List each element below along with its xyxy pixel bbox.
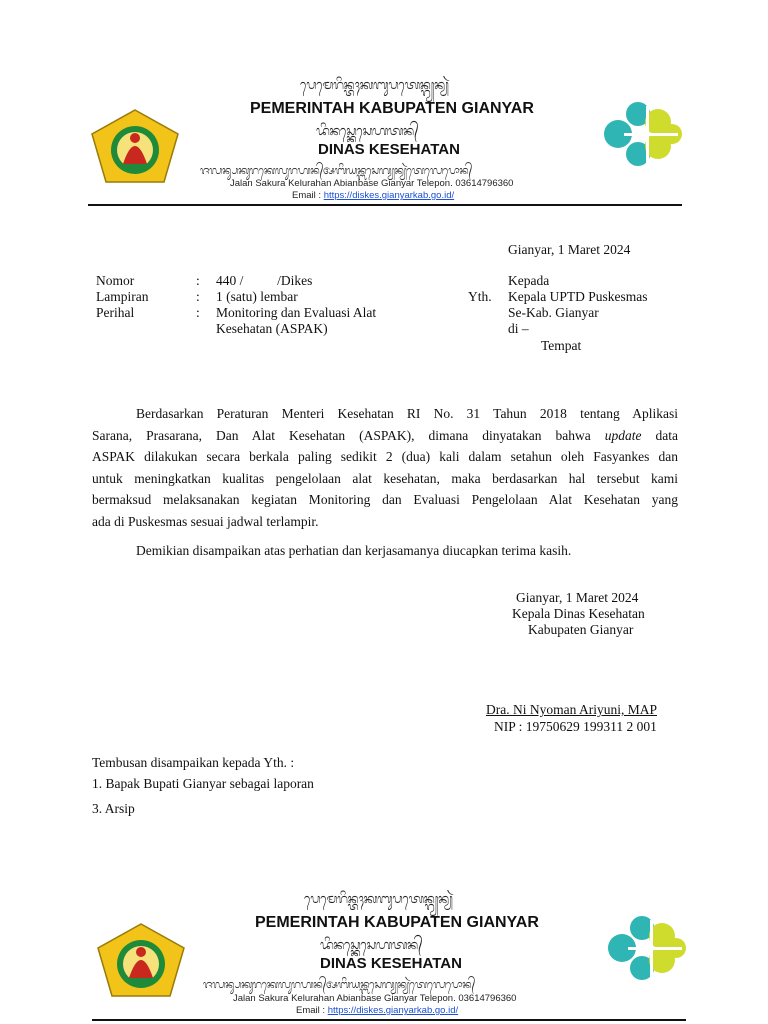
- recipient-line-2: Se-Kab. Gianyar: [508, 305, 599, 320]
- agency-name: DINAS KESEHATAN: [318, 141, 460, 158]
- office-address: Jalan Sakura Kelurahan Abianbase Gianyar Telepon. 03614796360: [233, 993, 517, 1004]
- email-link[interactable]: https://diskes.gianyarkab.go.id/: [323, 190, 455, 201]
- tembusan-item: 1. Bapak Bupati Gianyar sebagai laporan: [92, 776, 314, 791]
- meta-value-perihal: Monitoring dan Evaluasi Alat: [216, 305, 377, 320]
- government-name: PEMERINTAH KABUPATEN GIANYAR: [250, 100, 534, 117]
- agency-name: DINAS KESEHATAN: [320, 955, 462, 972]
- office-email: [296, 1005, 458, 1016]
- letter-date: Gianyar, 1 Maret 2024: [508, 242, 631, 257]
- email-label: Email :: [292, 190, 324, 201]
- email-label: Email :: [296, 1005, 328, 1016]
- meta-sep-nomor: :: [196, 273, 200, 288]
- paragraph-line: ada di Puskesmas sesuai jadwal terlampir.: [92, 513, 319, 529]
- balinese-script-line-1: ᬧᬾᬫᬾᬭᬶᬦ᭄ᬢᬄᬓᬩᬸᬧᬢᬾᬦ᭄ᬕ᭄ᬬᬦ᭄ᬬᬃ: [300, 78, 449, 93]
- office-email: [292, 190, 454, 201]
- closing-date: Gianyar, 1 Maret 2024: [516, 590, 639, 605]
- signatory-name: Dra. Ni Nyoman Ariyuni, MAP: [486, 702, 657, 717]
- body-paragraph-2: Demikian disampaikan atas perhatian dan kerjasamanya diucapkan terima kasih.: [136, 543, 572, 558]
- meta-value-perihal-cont: Kesehatan (ASPAK): [216, 321, 328, 336]
- paragraph-line-text: Sarana, Prasarana, Dan Alat Kesehatan (ASPAK), dimana dinyatakan bahwa: [92, 427, 591, 443]
- kemenkes-logo: [600, 100, 684, 170]
- gianyar-regency-logo: [96, 922, 186, 998]
- recipient-line-1: Kepala UPTD Puskesmas: [508, 289, 648, 304]
- body-paragraph-1: [92, 403, 678, 532]
- letterhead-rule-top: [88, 204, 682, 206]
- paragraph-line: Berdasarkan Peraturan Menteri Kesehatan RI No. 31 Tahun 2018 tentang Aplikasi: [136, 406, 678, 421]
- closing-title-2: Kabupaten Gianyar: [528, 622, 634, 637]
- balinese-script-line-2: ᬤᬶᬦᬲ᭄ᬓᬾᬲᬾᬳᬢᬦ᭄: [320, 938, 423, 953]
- balinese-script-line-3: ᬚᬮᬦ᭄ᬲᬓᬸᬭᬓᬾᬮᬸᬭᬳᬦ᭄ᬅᬩᬶᬬᬦ᭄ᬩᬲᬾᬕ᭄ᬬᬦ᭄ᬬᬃᬢᬾᬮᬾᬧᭀᬦ᭄: [203, 978, 475, 991]
- meta-sep-lampiran: :: [196, 289, 200, 304]
- tembusan-heading: Tembusan disampaikan kepada Yth. :: [92, 755, 295, 770]
- tembusan-item: 3. Arsip: [92, 801, 135, 816]
- recipient-line-4: Tempat: [541, 338, 582, 353]
- meta-label-nomor: Nomor: [96, 273, 135, 288]
- recipient-yth: Yth.: [468, 289, 492, 304]
- kemenkes-logo: [604, 914, 688, 984]
- meta-value-lampiran: 1 (satu) lembar: [216, 289, 298, 304]
- gianyar-regency-logo: [90, 108, 180, 184]
- recipient-line-3: di –: [508, 321, 529, 336]
- paragraph-line: untuk meningkatkan kualitas pengelolaan alat kesehatan, maka berdasarkan hal tersebut kami: [92, 470, 678, 486]
- meta-label-lampiran: Lampiran: [96, 289, 149, 304]
- paragraph-line: ASPAK dilakukan secara berkala paling sedikit 2 (dua) kali dalam setahun oleh Fasyankes dan: [92, 449, 678, 464]
- paragraph-line: bermaksud melaksanakan kegiatan Monitoring dan Evaluasi Pengelolaan Alat Kesehatan yang: [92, 492, 678, 507]
- email-link[interactable]: https://diskes.gianyarkab.go.id/: [327, 1005, 459, 1016]
- office-address: Jalan Sakura Kelurahan Abianbase Gianyar Telepon. 03614796360: [230, 178, 514, 189]
- paragraph-line-tail: data: [655, 427, 678, 443]
- balinese-script-line-3: ᬚᬮᬦ᭄ᬲᬓᬸᬭᬓᬾᬮᬸᬭᬳᬦ᭄ᬅᬩᬶᬬᬦ᭄ᬩᬲᬾᬕ᭄ᬬᬦ᭄ᬬᬃᬢᬾᬮᬾᬧᭀᬦ᭄: [200, 164, 472, 177]
- closing-title-1: Kepala Dinas Kesehatan: [512, 606, 645, 621]
- signatory-nip: NIP : 19750629 199311 2 001: [494, 719, 657, 734]
- meta-sep-perihal: :: [196, 305, 200, 320]
- paragraph-line: [92, 425, 678, 447]
- italic-word: update: [604, 427, 642, 443]
- recipient-kepada: Kepada: [508, 273, 550, 288]
- government-name: PEMERINTAH KABUPATEN GIANYAR: [255, 914, 539, 931]
- letterhead-rule-bottom: [92, 1019, 686, 1021]
- meta-value-nomor: 440 / /Dikes: [216, 273, 313, 288]
- balinese-script-line-1: ᬧᬾᬫᬾᬭᬶᬦ᭄ᬢᬄᬓᬩᬸᬧᬢᬾᬦ᭄ᬕ᭄ᬬᬦ᭄ᬬᬃ: [304, 892, 453, 907]
- balinese-script-line-2: ᬤᬶᬦᬲ᭄ᬓᬾᬲᬾᬳᬢᬦ᭄: [316, 124, 419, 139]
- meta-label-perihal: Perihal: [96, 305, 135, 320]
